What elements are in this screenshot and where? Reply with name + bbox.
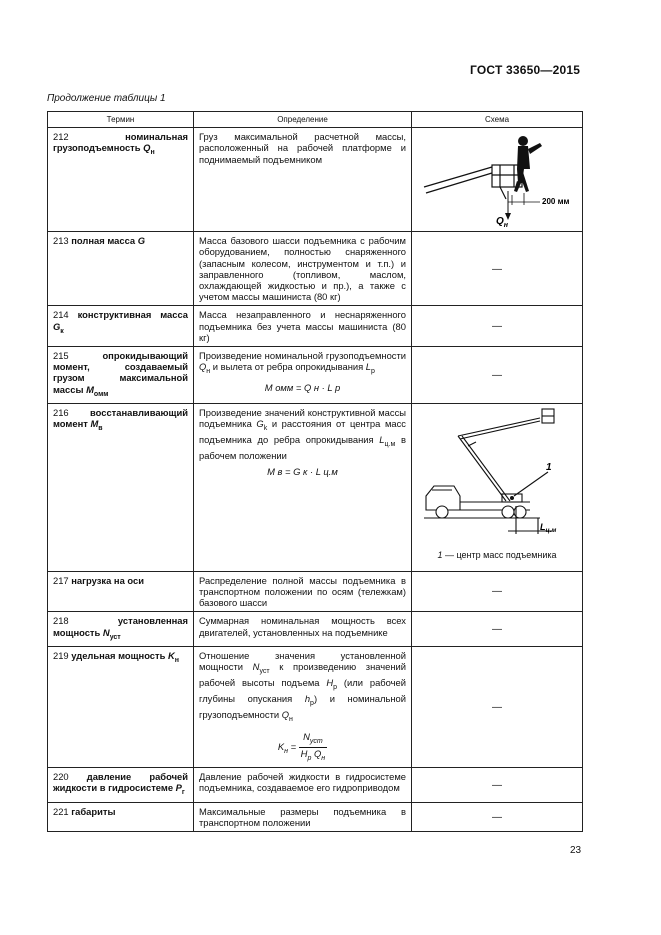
term-number: 220 — [53, 771, 69, 783]
term-cell — [48, 802, 194, 831]
table-row — [48, 612, 583, 646]
definition-text: к произведению значений рабочей высоты подъема — [199, 660, 407, 688]
scheme-dash: — — [492, 779, 502, 791]
table-row — [48, 802, 583, 831]
definition-text: ) и номинальной грузоподъемности — [199, 692, 407, 721]
center-of-mass-label: 1 — [546, 461, 552, 473]
term-name: давление рабочей жидкости в гидросистеме — [53, 771, 188, 794]
scheme-symbol: Q — [496, 215, 504, 227]
document-code: ГОСТ 33650—2015 — [470, 63, 581, 77]
scheme-cell — [412, 403, 583, 571]
term-number: 219 — [53, 649, 69, 661]
definition-cell: Отношение значения установленной мощности $N_{уст}$ к произведению значений рабочей высоты подъема $H_р$ (или рабочей глубины опускания $h_р$) и номинальной грузоподъемности $Q_н$ $K_н$ = $\frac{N_{уст}}{H_р Q_н}$ — [194, 646, 412, 768]
svg-text:Qн — [496, 216, 509, 229]
formula: M в = G к · L ц.м — [267, 466, 338, 478]
term-symbol-sub: омм — [93, 390, 109, 398]
table-row — [48, 347, 583, 404]
term-number: 214 — [53, 309, 69, 321]
term-name: восстанавливающий момент — [53, 406, 188, 429]
table-row — [48, 571, 583, 612]
page-number: 23 — [570, 845, 582, 856]
definition-cell — [194, 232, 412, 306]
definition-text: Максимальные размеры подъемника в транспортном положении — [199, 805, 406, 828]
scheme-cell — [412, 646, 583, 768]
scheme-dash: — — [492, 623, 502, 635]
definition-text: Давление рабочей жидкости в гидросистеме подъемника, создаваемое его гидроприводом — [199, 771, 406, 794]
scheme-cell — [412, 232, 583, 306]
definition-text: и вылета от ребра опрокидывания — [210, 361, 366, 373]
term-number: 213 — [53, 235, 69, 247]
term-name: нагрузка на оси — [71, 574, 144, 586]
table-row — [48, 403, 583, 571]
definition-symbol-sub: k — [263, 424, 268, 432]
term-symbol-sub: в — [98, 424, 103, 432]
term-name: опрокидывающий момент, создаваемый грузом максимальной массы — [53, 350, 188, 395]
dimension-label: 200 мм — [542, 196, 570, 206]
term-symbol-sub: к — [60, 327, 64, 335]
truck-lift-diagram — [422, 406, 572, 546]
term-cell — [48, 768, 194, 802]
scheme-symbol-sub: н — [503, 221, 509, 229]
term-symbol: P — [175, 782, 182, 794]
definition-text: и расстояния от центра масс подъемника до ребра опрокидывания — [199, 417, 406, 445]
formula: M омм = Q н · L р — [264, 382, 341, 394]
column-header-scheme: Схема — [412, 112, 583, 128]
term-cell — [48, 403, 194, 571]
definition-cell — [194, 306, 412, 347]
term-symbol: G — [137, 235, 146, 247]
term-name: номинальная грузоподъемность — [53, 131, 188, 154]
scheme-dash: — — [492, 321, 502, 333]
term-number: 221 — [53, 805, 69, 817]
term-number: 212 — [53, 131, 69, 143]
term-number: 217 — [53, 574, 69, 586]
formula: $K_н$ = $\frac{N_{уст}}{H_р Q_н}$ — [277, 731, 326, 763]
term-number: 215 — [53, 350, 69, 362]
definition-symbol-sub: н — [206, 368, 211, 376]
definition-text: Распределение полной массы подъемника в транспортном положении по осям (тележкам) базового шасси — [199, 574, 406, 609]
scheme-dash: — — [492, 701, 502, 713]
definition-text: Суммарная номинальная мощность всех двигателей, установленных на подъемнике — [199, 615, 406, 638]
caption-text: — центр масс подъемника — [442, 549, 557, 560]
definition-text: (или рабочей глубины опускания — [199, 676, 406, 704]
term-cell — [48, 571, 194, 612]
definition-cell — [194, 612, 412, 646]
scheme-dash: — — [492, 369, 502, 381]
term-cell — [48, 232, 194, 306]
scheme-caption — [414, 550, 580, 561]
definition-cell — [194, 768, 412, 802]
definition-symbol: Q — [199, 361, 207, 373]
term-number: 218 — [53, 615, 69, 627]
scheme-dash: — — [492, 586, 502, 598]
term-name: конструктивная масса — [77, 309, 189, 321]
svg-text:Lц.м — [540, 522, 557, 534]
table-continuation-caption: Продолжение таблицы 1 — [47, 93, 166, 104]
table-row — [48, 646, 583, 768]
definition-symbol: L — [379, 434, 385, 445]
definition-text: Масса базового шасси подъемника с рабочим оборудованием, полностью снаряженного (запасным колесом, инструментом и т.п.) и заправленного (топливом, маслом, охлаждающей жидкостью и пр.), а также с учетом массы машиниста (80 кг) — [199, 235, 406, 303]
term-name: габариты — [71, 805, 116, 817]
scheme-cell — [412, 128, 583, 232]
term-cell — [48, 306, 194, 347]
definition-symbol-sub: ц.м — [384, 440, 396, 448]
term-name: полная масса — [71, 235, 136, 247]
definition-cell — [194, 128, 412, 232]
table-row — [48, 232, 583, 306]
term-name: установленная мощность — [53, 615, 188, 638]
term-symbol: G — [53, 320, 61, 332]
scheme-cell — [412, 571, 583, 612]
term-symbol: N — [102, 626, 110, 638]
scheme-dash: — — [492, 811, 502, 823]
scheme-dash: — — [492, 263, 502, 275]
definition-text: Отношение значения установленной мощности — [199, 649, 406, 672]
definition-cell — [194, 802, 412, 831]
definition-symbol: G — [256, 417, 264, 429]
column-header-definition: Определение — [194, 112, 412, 128]
scheme-cell — [412, 347, 583, 404]
scheme-cell — [412, 768, 583, 802]
term-symbol-sub: н — [150, 149, 155, 157]
term-symbol-sub: н — [174, 656, 179, 664]
definition-text: Масса незаправленного и неснаряженного подъемника без учета массы машиниста (80 кг) — [199, 309, 406, 343]
scheme-cell — [412, 802, 583, 831]
dimension-symbol-sub: ц.м — [545, 526, 557, 534]
definition-symbol-sub: р — [371, 368, 375, 376]
table-row — [48, 768, 583, 802]
term-symbol: M — [90, 417, 99, 429]
term-symbol-sub: г — [181, 789, 185, 797]
terms-table — [47, 111, 583, 832]
definition-text: Произведение номинальной грузоподъемности — [199, 350, 406, 362]
term-number: 216 — [53, 406, 69, 418]
column-header-term: Термин — [48, 112, 194, 128]
definition-text: Произведение значений конструктивной массы подъемника — [199, 406, 406, 429]
term-symbol: Q — [143, 142, 151, 154]
definition-cell — [194, 403, 412, 571]
term-cell — [48, 128, 194, 232]
term-symbol: M — [86, 383, 94, 395]
definition-cell — [194, 571, 412, 612]
platform-load-diagram — [422, 129, 572, 229]
scheme-cell — [412, 306, 583, 347]
term-symbol: K — [167, 649, 175, 661]
term-cell — [48, 347, 194, 404]
term-symbol-sub: уст — [109, 633, 121, 641]
dimension-symbol: L — [540, 521, 546, 532]
table-row — [48, 128, 583, 232]
term-name: удельная мощность — [71, 649, 166, 661]
definition-cell — [194, 347, 412, 404]
table-row — [48, 306, 583, 347]
table-header-row — [48, 112, 583, 128]
scheme-cell — [412, 612, 583, 646]
caption-number: 1 — [437, 549, 443, 560]
definition-symbol: L — [365, 361, 372, 373]
term-cell — [48, 612, 194, 646]
definition-text: Груз максимальной расчетной массы, расположенный на рабочей платформе и поднимаемый подъемником — [199, 131, 406, 165]
definition-text: в рабочем положении — [199, 434, 406, 462]
term-cell — [48, 646, 194, 768]
